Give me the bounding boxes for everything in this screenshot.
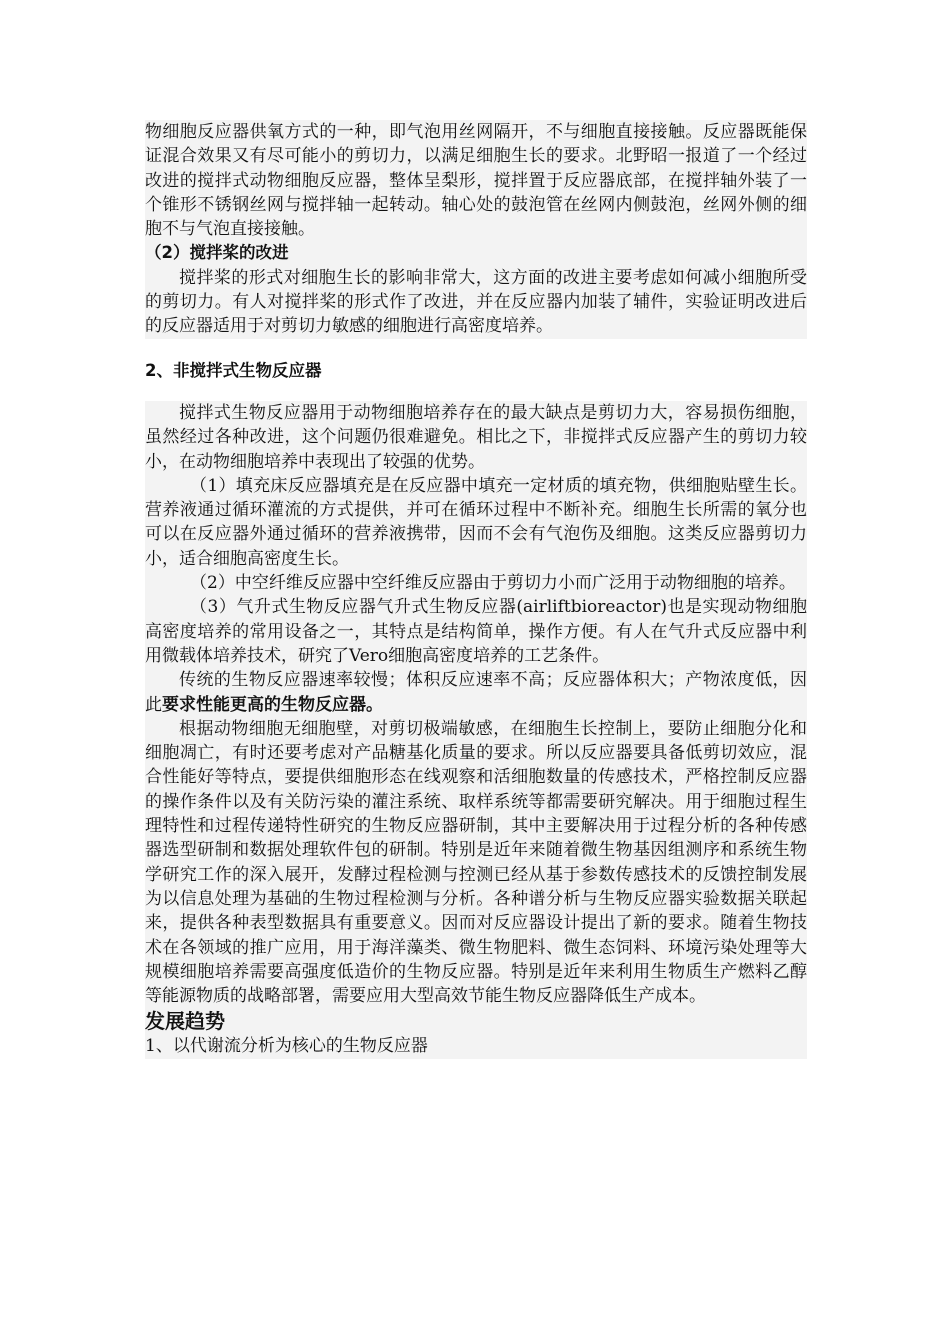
paragraph-non-stirred: 搅拌式生物反应器用于动物细胞培养存在的最大缺点是剪切力大，容易损伤细胞，虽然经过各种改进，这个问题仍很难避免。相比之下，非搅拌式反应器产生的剪切力较小，在动物细胞培养中表现出了较强的优势。 xyxy=(145,402,807,472)
paragraph-requirements: 根据动物细胞无细胞壁，对剪切极端敏感，在细胞生长控制上，要防止细胞分化和细胞凋亡，有时还要考虑对产品糖基化质量的要求。所以反应器要具备低剪切效应，混合性能好等特点，要提供细胞形态在线观察和活细胞数量的传感技术，严格控制反应器的操作条件以及有关防污染的灌注系统、取样系统等都需要研究解决。用于细胞过程生理特性和过程传递特性研究的生物反应器研制，其中主要解决用于过程分析的各种传感器选型研制和数据处理软件包的研制。特别是近年来随着微生物基因组测序和系统生物学研究工作的深入展开，发酵过程检测与控测已经从基于参数传感技术的反馈控制发展为以信息处理为基础的生物过程检测与分析。各种谱分析与生物反应器实验数据关联起来，提供各种表型数据具有重要意义。因而对反应器设计提出了新的要求。随着生物技术在各领域的推广应用，用于海洋藻类、微生物肥料、微生态饲料、环境污染处理等大规模细胞培养需要高强度低造价的生物反应器。特别是近年来利用生物质生产燃料乙醇等能源物质的战略部署，需要应用大型高效节能生物反应器降低生产成本。 xyxy=(145,718,807,1007)
paragraph-hollow-fiber: （2）中空纤维反应器中空纤维反应器由于剪切力小而广泛用于动物细胞的培养。 xyxy=(190,573,796,594)
paragraph-impeller: 搅拌桨的形式对细胞生长的影响非常大，这方面的改进主要考虑如何减小细胞所受的剪切力。有人对搅拌桨的形式作了改进，并在反应器内加装了辅件，实验证明改进后的反应器适用于对剪切力敏感的细胞进行高密度培养。 xyxy=(145,267,807,337)
paragraph-traditional xyxy=(145,668,807,717)
heading-development-trend: 发展趋势 xyxy=(145,1009,225,1034)
document-page xyxy=(145,120,807,1059)
heading-impeller-improvement: （2）搅拌桨的改进 xyxy=(145,243,289,263)
heading-non-stirred-reactor: 2、非搅拌式生物反应器 xyxy=(145,359,807,383)
paragraph-intro: 物细胞反应器供氧方式的一种，即气泡用丝网隔开，不与细胞直接接触。反应器既能保证混合效果又有尽可能小的剪切力，以满足细胞生长的要求。北野昭一报道了一个经过改进的搅拌式动物细胞反应器，整体呈梨形，搅拌置于反应器底部，在搅拌轴外装了一个锥形不锈钢丝网与搅拌轴一起转动。轴心处的鼓泡管在丝网内侧鼓泡，丝网外侧的细胞不与气泡直接接触。 xyxy=(145,122,807,240)
paragraph-airlift: （3）气升式生物反应器气升式生物反应器(airliftbioreactor)也是实现动物细胞高密度培养的常用设备之一，其特点是结构简单，操作方便。有人在气升式反应器中利用微载体培养技术，研究了Vero细胞高密度培养的工艺条件。 xyxy=(145,597,807,666)
paragraph-traditional-emphasis: 要求性能更高的生物反应器。 xyxy=(162,694,383,715)
paragraph-packed-bed: （1）填充床反应器填充是在反应器中填充一定材质的填充物，供细胞贴壁生长。营养液通过循环灌流的方式提供，并可在循环过程中不断补充。细胞生长所需的氧分也可以在反应器外通过循环的营养液携带，因而不会有气泡伤及细胞。这类反应器剪切力小，适合细胞高密度生长。 xyxy=(145,475,807,569)
shaded-block-bottom xyxy=(145,401,807,1059)
shaded-block-top xyxy=(145,120,807,339)
list-item-metabolic-flux: 1、以代谢流分析为核心的生物反应器 xyxy=(145,1036,428,1057)
paragraph-traditional-text: 传统的生物反应器速率较慢；体积反应速率不高；反应器体积大；产物浓度低，因此 xyxy=(145,670,807,715)
